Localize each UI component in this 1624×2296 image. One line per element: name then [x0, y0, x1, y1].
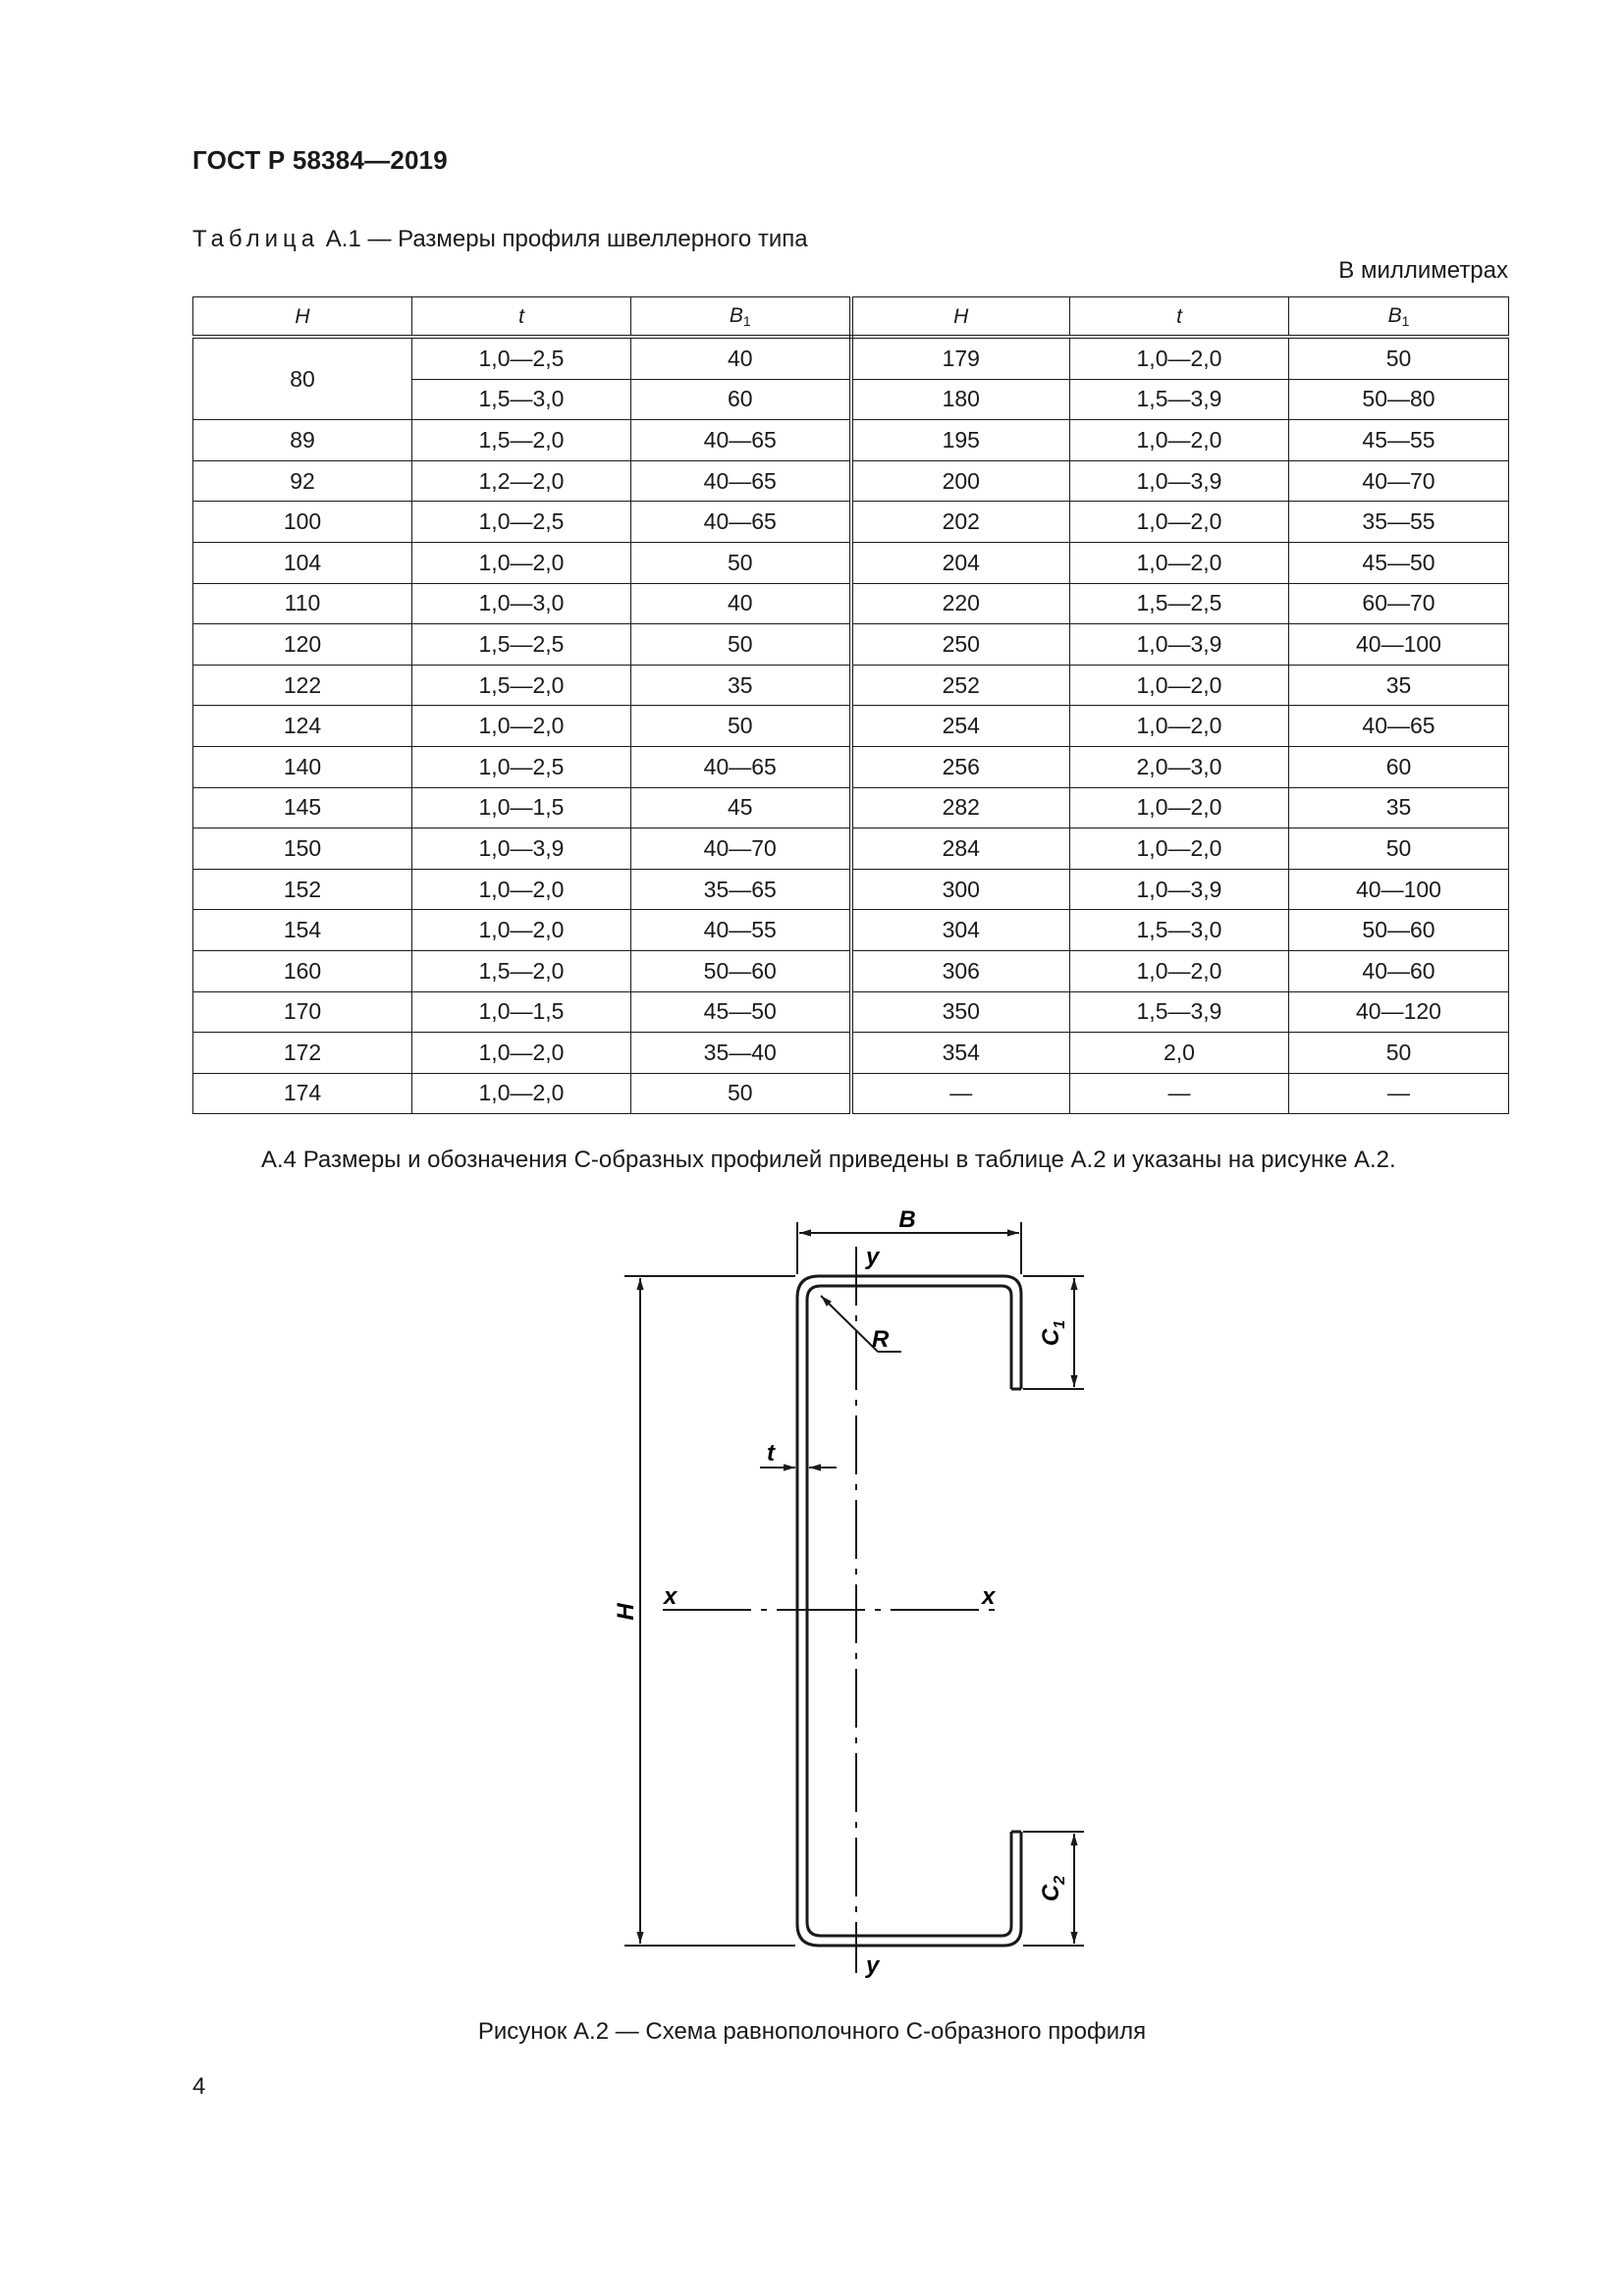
table-cell: 220	[851, 583, 1070, 624]
table-cell: 40—120	[1289, 991, 1509, 1033]
table-cell: 50	[631, 706, 851, 747]
table-cell: 35—40	[631, 1033, 851, 1074]
table-cell: 179	[851, 337, 1070, 379]
table-cell: 45—50	[1289, 542, 1509, 583]
table-cell: 1,5—2,0	[412, 665, 631, 706]
table-cell: 50	[631, 1073, 851, 1114]
table-cell: 92	[193, 460, 412, 502]
table-cell: 40—65	[631, 746, 851, 787]
table-cell: 40—65	[1289, 706, 1509, 747]
table-cell: 170	[193, 991, 412, 1033]
table-cell: 1,5—2,5	[1070, 583, 1289, 624]
table-cell: 180	[851, 379, 1070, 420]
label-x-right: x	[982, 1583, 996, 1610]
paragraph-a4: А.4 Размеры и обозначения С-образных профилей приведены в таблице А.2 и указаны на рисунке А.2.	[261, 1147, 1396, 1173]
table-cell: 252	[851, 665, 1070, 706]
col-header-H-right: H	[851, 297, 1070, 338]
table-cell: 172	[193, 1033, 412, 1074]
table-cell: —	[1070, 1073, 1289, 1114]
table-cell: 145	[193, 787, 412, 828]
table-units: В миллиметрах	[1338, 257, 1508, 284]
table-cell: 154	[193, 910, 412, 951]
table-cell: 35	[1289, 787, 1509, 828]
table-cell: 204	[851, 542, 1070, 583]
table-cell: 50	[631, 542, 851, 583]
table-cell: 120	[193, 624, 412, 666]
table-cell: 40—65	[631, 460, 851, 502]
radius-leader	[821, 1296, 878, 1352]
col-header-B1-right: $B_1$	[1289, 297, 1509, 338]
table-cell: 40—70	[1289, 460, 1509, 502]
table-cell: 1,0—3,0	[412, 583, 631, 624]
table-cell: 254	[851, 706, 1070, 747]
table-cell: 40—65	[631, 502, 851, 543]
table-cell: 124	[193, 706, 412, 747]
table-cell: 1,5—3,9	[1070, 379, 1289, 420]
table-cell: 40	[631, 337, 851, 379]
table-cell: 1,0—2,5	[412, 337, 631, 379]
table-cell: 1,0—2,0	[1070, 542, 1289, 583]
col-header-B1: $B_1$	[631, 297, 851, 338]
table-cell: 60	[631, 379, 851, 420]
table-cell: 1,0—2,5	[412, 746, 631, 787]
table-cell: 60—70	[1289, 583, 1509, 624]
table-cell: 80	[193, 337, 412, 420]
table-cell: 300	[851, 869, 1070, 910]
table-cell: 1,0—3,9	[1070, 624, 1289, 666]
table-cell: 304	[851, 910, 1070, 951]
table-cell: 40—100	[1289, 624, 1509, 666]
table-cell: 104	[193, 542, 412, 583]
table-cell: 1,0—2,0	[1070, 502, 1289, 543]
table-cell: 40	[631, 583, 851, 624]
table-cell: 40—100	[1289, 869, 1509, 910]
table-cell: 45	[631, 787, 851, 828]
table-cell: 1,0—2,0	[1070, 665, 1289, 706]
table-cell: 40—60	[1289, 950, 1509, 991]
label-C1: $C_1$	[1038, 1319, 1068, 1347]
table-cell: 1,0—2,0	[1070, 420, 1289, 461]
table-cell: 1,0—3,9	[1070, 460, 1289, 502]
table-cell: 1,0—2,0	[1070, 787, 1289, 828]
table-cell: 140	[193, 746, 412, 787]
table-cell: 195	[851, 420, 1070, 461]
page-number: 4	[192, 2073, 206, 2100]
col-header-t-right: t	[1070, 297, 1289, 338]
table-cell: 1,5—3,9	[1070, 991, 1289, 1033]
table-cell: 1,5—3,0	[412, 379, 631, 420]
table-cell: 50—60	[631, 950, 851, 991]
table-cell: 1,5—2,0	[412, 420, 631, 461]
table-cell: 1,0—2,0	[1070, 950, 1289, 991]
table-cell: 50	[1289, 828, 1509, 870]
table-cell: 1,2—2,0	[412, 460, 631, 502]
table-cell: 150	[193, 828, 412, 870]
table-cell: 200	[851, 460, 1070, 502]
table-cell: 100	[193, 502, 412, 543]
label-y-bottom: y	[866, 1952, 880, 1979]
table-cell: 1,5—3,0	[1070, 910, 1289, 951]
table-cell: 1,0—2,0	[1070, 337, 1289, 379]
table-cell: 1,0—1,5	[412, 787, 631, 828]
table-cell: —	[851, 1073, 1070, 1114]
table-cell: 1,0—2,5	[412, 502, 631, 543]
table-cell: 1,0—2,0	[412, 1073, 631, 1114]
table-cell: 1,0—1,5	[412, 991, 631, 1033]
figure-caption: Рисунок А.2 — Схема равнополочного С-образного профиля	[477, 2018, 1147, 2045]
table-cell: 282	[851, 787, 1070, 828]
table-cell: 50—80	[1289, 379, 1509, 420]
table-cell: 1,0—2,0	[412, 910, 631, 951]
table-cell: 1,0—3,9	[1070, 869, 1289, 910]
table-cell: 1,0—2,0	[1070, 706, 1289, 747]
table-cell: 256	[851, 746, 1070, 787]
table-cell: 89	[193, 420, 412, 461]
table-cell: 35—55	[1289, 502, 1509, 543]
label-R: R	[872, 1326, 890, 1353]
table-cell: 2,0	[1070, 1033, 1289, 1074]
table-cell: 40—65	[631, 420, 851, 461]
table-caption-text: А.1 — Размеры профиля швеллерного типа	[319, 226, 808, 252]
table-cell: 35	[1289, 665, 1509, 706]
table-cell: 110	[193, 583, 412, 624]
table-cell: 354	[851, 1033, 1070, 1074]
table-cell: 45—50	[631, 991, 851, 1033]
table-cell: 284	[851, 828, 1070, 870]
table-cell: 202	[851, 502, 1070, 543]
table-cell: 40—55	[631, 910, 851, 951]
table-cell: 250	[851, 624, 1070, 666]
label-t: t	[767, 1440, 775, 1467]
table-cell: 306	[851, 950, 1070, 991]
table-cell: 2,0—3,0	[1070, 746, 1289, 787]
table-caption-prefix: Таблица	[192, 226, 320, 252]
label-B: B	[898, 1206, 916, 1233]
col-header-H: H	[193, 297, 412, 338]
table-cell: 160	[193, 950, 412, 991]
table-cell: —	[1289, 1073, 1509, 1114]
col-header-t: t	[412, 297, 631, 338]
label-H: H	[613, 1603, 639, 1621]
table-cell: 122	[193, 665, 412, 706]
table-cell: 1,0—2,0	[412, 542, 631, 583]
table-cell: 174	[193, 1073, 412, 1114]
table-cell: 35	[631, 665, 851, 706]
table-cell: 50	[1289, 337, 1509, 379]
table-cell: 50—60	[1289, 910, 1509, 951]
table-cell: 35—65	[631, 869, 851, 910]
table-cell: 1,0—2,0	[412, 706, 631, 747]
standard-title: ГОСТ Р 58384—2019	[192, 145, 448, 175]
table-cell: 50	[1289, 1033, 1509, 1074]
table-cell: 1,0—3,9	[412, 828, 631, 870]
label-y-top: y	[866, 1244, 880, 1270]
table-cell: 350	[851, 991, 1070, 1033]
table-cell: 50	[631, 624, 851, 666]
table-cell: 1,0—2,0	[1070, 828, 1289, 870]
table-cell: 1,5—2,0	[412, 950, 631, 991]
table-cell: 60	[1289, 746, 1509, 787]
table-cell: 45—55	[1289, 420, 1509, 461]
table-cell: 152	[193, 869, 412, 910]
label-C2: $C_2$	[1038, 1875, 1068, 1902]
table-cell: 1,5—2,5	[412, 624, 631, 666]
label-x-left: x	[664, 1583, 677, 1610]
table-cell: 40—70	[631, 828, 851, 870]
table-cell: 1,0—2,0	[412, 1033, 631, 1074]
table-cell: 1,0—2,0	[412, 869, 631, 910]
